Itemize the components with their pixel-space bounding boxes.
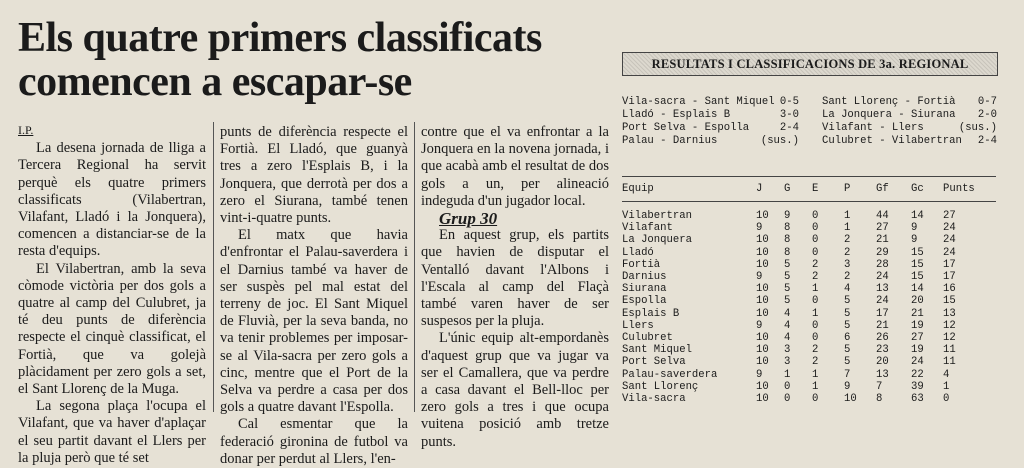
stat-cell: 1 bbox=[812, 283, 819, 296]
stat-cell: 9 bbox=[756, 368, 763, 381]
standings-row bbox=[622, 283, 996, 295]
stat-cell: 5 bbox=[784, 295, 791, 308]
standings-row bbox=[622, 295, 996, 307]
stat-cell: 10 bbox=[756, 295, 769, 308]
result-match: La Jonquera - Siurana bbox=[822, 109, 956, 121]
result-score: 2-4 bbox=[779, 122, 799, 134]
standings-row bbox=[622, 234, 996, 246]
paragraph: El matx que havia d'enfrontar el Palau-saverdera i el Darnius també va haver de ser suspès pel mal estat del terreny de joc. El Sant Miquel de Fluvià, per la seva banda, no va tenir problemes per imposar-se al Vila-sacra per zero gols a cinc, mentre que el Port de la Selva va perdre a casa per dos gols a quatre davant l'Espolla. bbox=[220, 227, 408, 416]
paragraph: Cal esmentar que la federació gironina de futbol va donar per perdut al Llers, l'en- bbox=[220, 416, 408, 467]
standings-row bbox=[622, 202, 996, 223]
result-score: (sus.) bbox=[760, 135, 799, 147]
stat-cell: 5 bbox=[784, 271, 791, 284]
paragraph: punts de diferència respecte el Fortià. El Lladó, que guanyà tres a zero l'Esplais B, i la Jonquera, que derrotà per dos a zero el Siurana, també tenen vint-i-quatre punts. bbox=[220, 124, 408, 227]
stat-cell: 3 bbox=[784, 344, 791, 357]
stat-cell: 15 bbox=[911, 258, 924, 271]
stat-cell: 14 bbox=[911, 283, 924, 296]
standings-row bbox=[622, 259, 996, 271]
team-name: Port Selva bbox=[622, 356, 686, 369]
results-left-list bbox=[622, 96, 799, 148]
team-name: Vila-sacra bbox=[622, 393, 686, 406]
stat-cell: 21 bbox=[876, 319, 889, 332]
column-divider bbox=[414, 122, 415, 412]
stat-cell: 19 bbox=[911, 344, 924, 357]
standings-row bbox=[622, 308, 996, 320]
stat-cell: 16 bbox=[943, 283, 956, 296]
stat-cell: 1 bbox=[784, 368, 791, 381]
stat-cell: 9 bbox=[911, 222, 918, 235]
stat-cell: 1 bbox=[844, 210, 851, 222]
stat-cell: 21 bbox=[876, 234, 889, 247]
result-row bbox=[822, 135, 997, 148]
stat-cell: 44 bbox=[876, 210, 889, 222]
column-header: E bbox=[812, 177, 844, 202]
team-name: Sant Miquel bbox=[622, 344, 692, 357]
result-row bbox=[822, 109, 997, 122]
stat-cell: 0 bbox=[812, 222, 819, 235]
stat-cell: 12 bbox=[943, 319, 956, 332]
column-header: Punts bbox=[943, 177, 996, 202]
team-name: Fortià bbox=[622, 258, 661, 271]
stat-cell: 9 bbox=[844, 380, 851, 393]
article-column-2 bbox=[220, 124, 408, 468]
stat-cell: 63 bbox=[911, 393, 924, 406]
stat-cell: 8 bbox=[784, 234, 791, 247]
team-name: Culubret bbox=[622, 332, 673, 345]
stat-cell: 15 bbox=[911, 271, 924, 284]
standings-row bbox=[622, 320, 996, 332]
stat-cell: 10 bbox=[756, 380, 769, 393]
result-match: Port Selva - Espolla bbox=[622, 122, 750, 134]
stat-cell: 15 bbox=[943, 295, 956, 308]
result-row bbox=[622, 96, 799, 109]
headline-line-1: Els quatre primers classificats bbox=[18, 15, 542, 61]
stat-cell: 5 bbox=[844, 356, 851, 369]
stat-cell: 17 bbox=[943, 258, 956, 271]
team-name: La Jonquera bbox=[622, 234, 692, 247]
team-name: Vilafant bbox=[622, 222, 673, 235]
result-match: Culubret - Vilabertran bbox=[822, 135, 962, 147]
column-header: G bbox=[784, 177, 812, 202]
stat-cell: 27 bbox=[943, 210, 956, 222]
standings-table bbox=[622, 176, 996, 405]
standings-row bbox=[622, 222, 996, 234]
stat-cell: 11 bbox=[943, 356, 956, 369]
result-match: Lladó - Esplais B bbox=[622, 109, 731, 121]
stat-cell: 4 bbox=[784, 319, 791, 332]
stat-cell: 10 bbox=[756, 393, 769, 406]
stat-cell: 13 bbox=[943, 307, 956, 320]
column-header: Equip bbox=[622, 177, 756, 202]
stat-cell: 12 bbox=[943, 332, 956, 345]
stat-cell: 9 bbox=[756, 271, 763, 284]
stat-cell: 9 bbox=[756, 222, 763, 235]
result-match: Sant Llorenç - Fortià bbox=[822, 96, 956, 108]
standings-row bbox=[622, 332, 996, 344]
stat-cell: 28 bbox=[876, 258, 889, 271]
stat-cell: 24 bbox=[911, 356, 924, 369]
stat-cell: 19 bbox=[911, 319, 924, 332]
standings-row bbox=[622, 271, 996, 283]
stat-cell: 2 bbox=[812, 271, 819, 284]
stat-cell: 26 bbox=[876, 332, 889, 345]
stat-cell: 1 bbox=[812, 307, 819, 320]
stat-cell: 24 bbox=[943, 222, 956, 235]
team-name: Darnius bbox=[622, 271, 667, 284]
team-name: Palau-saverdera bbox=[622, 368, 718, 381]
stat-cell: 0 bbox=[812, 234, 819, 247]
standings-row bbox=[622, 344, 996, 356]
stat-cell: 23 bbox=[876, 344, 889, 357]
results-right-list bbox=[822, 96, 997, 148]
standings-row bbox=[622, 247, 996, 259]
column-header: Gf bbox=[876, 177, 911, 202]
stat-cell: 9 bbox=[784, 210, 791, 222]
stat-cell: 24 bbox=[876, 295, 889, 308]
result-row bbox=[822, 96, 997, 109]
stat-cell: 5 bbox=[844, 295, 851, 308]
stat-cell: 1 bbox=[812, 368, 819, 381]
stat-cell: 20 bbox=[876, 356, 889, 369]
stat-cell: 5 bbox=[784, 283, 791, 296]
stat-cell: 10 bbox=[756, 332, 769, 345]
stat-cell: 24 bbox=[943, 234, 956, 247]
paragraph: La segona plaça l'ocupa el Vilafant, que va haver d'aplaçar el seu partit davant el Llers per la pluja però que té set bbox=[18, 398, 206, 466]
stat-cell: 24 bbox=[943, 246, 956, 259]
stat-cell: 17 bbox=[943, 271, 956, 284]
stat-cell: 2 bbox=[812, 344, 819, 357]
stat-cell: 3 bbox=[844, 258, 851, 271]
stat-cell: 8 bbox=[784, 222, 791, 235]
team-name: Llers bbox=[622, 319, 654, 332]
standings-row bbox=[622, 356, 996, 368]
article-column-1 bbox=[18, 122, 206, 467]
result-match: Palau - Darnius bbox=[622, 135, 718, 147]
stat-cell: 4 bbox=[943, 368, 950, 381]
byline: I.P. bbox=[18, 123, 34, 137]
team-name: Esplais B bbox=[622, 307, 680, 320]
standings-row bbox=[622, 381, 996, 393]
stat-cell: 17 bbox=[876, 307, 889, 320]
stat-cell: 10 bbox=[756, 307, 769, 320]
paragraph: La desena jornada de lliga a Tercera Regional ha servit perquè els quatre primers classificats (Vilabertran, Vilafant, Lladó i la Jonquera), comencen a distanciar-se de la resta d'equips. bbox=[18, 140, 206, 260]
result-match: Vilafant - Llers bbox=[822, 122, 924, 134]
stat-cell: 13 bbox=[876, 368, 889, 381]
article-headline bbox=[18, 16, 608, 104]
team-name: Lladó bbox=[622, 246, 654, 259]
stat-cell: 0 bbox=[784, 393, 791, 406]
stat-cell: 7 bbox=[844, 368, 851, 381]
result-score: 0-5 bbox=[779, 96, 799, 108]
stat-cell: 0 bbox=[812, 332, 819, 345]
team-name: Vilabertran bbox=[622, 210, 692, 222]
stat-cell: 2 bbox=[812, 356, 819, 369]
stat-cell: 0 bbox=[812, 246, 819, 259]
headline-line-2: comencen a escapar-se bbox=[18, 59, 412, 105]
paragraph: contre que el va enfrontar a la Jonquera en la novena jornada, i que acabà amb el resultat de dos gols a un, per alineació indeguda d'un jugador local. bbox=[421, 124, 609, 209]
stat-cell: 10 bbox=[756, 234, 769, 247]
column-header: P bbox=[844, 177, 876, 202]
stat-cell: 8 bbox=[876, 393, 883, 406]
result-row bbox=[622, 135, 799, 148]
stat-cell: 11 bbox=[943, 344, 956, 357]
stat-cell: 5 bbox=[844, 307, 851, 320]
result-score: 3-0 bbox=[779, 109, 799, 121]
stat-cell: 1 bbox=[844, 222, 851, 235]
result-score: 2-4 bbox=[977, 135, 997, 147]
stat-cell: 10 bbox=[756, 344, 769, 357]
stat-cell: 3 bbox=[784, 356, 791, 369]
standings-row bbox=[622, 369, 996, 381]
standings-row bbox=[622, 393, 996, 405]
result-match: Vila-sacra - Sant Miquel bbox=[622, 96, 775, 108]
stat-cell: 0 bbox=[812, 393, 819, 406]
result-row bbox=[622, 122, 799, 135]
stat-cell: 27 bbox=[911, 332, 924, 345]
stat-cell: 15 bbox=[911, 246, 924, 259]
stat-cell: 39 bbox=[911, 380, 924, 393]
stat-cell: 13 bbox=[876, 283, 889, 296]
stat-cell: 5 bbox=[844, 319, 851, 332]
result-score: (sus.) bbox=[958, 122, 997, 134]
stat-cell: 9 bbox=[911, 234, 918, 247]
standings-body bbox=[622, 202, 996, 406]
stat-cell: 20 bbox=[911, 295, 924, 308]
stat-cell: 5 bbox=[844, 344, 851, 357]
result-score: 2-0 bbox=[977, 109, 997, 121]
result-row bbox=[622, 109, 799, 122]
stat-cell: 2 bbox=[844, 246, 851, 259]
stat-cell: 21 bbox=[911, 307, 924, 320]
stat-cell: 0 bbox=[812, 319, 819, 332]
stat-cell: 10 bbox=[756, 356, 769, 369]
stat-cell: 4 bbox=[784, 307, 791, 320]
column-header: Gc bbox=[911, 177, 943, 202]
stat-cell: 10 bbox=[756, 258, 769, 271]
stat-cell: 2 bbox=[812, 258, 819, 271]
stat-cell: 10 bbox=[756, 246, 769, 259]
stat-cell: 1 bbox=[943, 380, 950, 393]
stat-cell: 0 bbox=[943, 393, 950, 406]
stat-cell: 0 bbox=[784, 380, 791, 393]
stat-cell: 4 bbox=[844, 283, 851, 296]
stat-cell: 10 bbox=[756, 210, 769, 222]
stat-cell: 22 bbox=[911, 368, 924, 381]
column-divider bbox=[213, 122, 214, 412]
stat-cell: 2 bbox=[844, 271, 851, 284]
stat-cell: 14 bbox=[911, 210, 924, 222]
article-column-3 bbox=[421, 124, 609, 451]
stat-cell: 7 bbox=[876, 380, 883, 393]
result-row bbox=[822, 122, 997, 135]
stat-cell: 6 bbox=[844, 332, 851, 345]
stat-cell: 10 bbox=[844, 393, 857, 406]
stat-cell: 9 bbox=[756, 319, 763, 332]
stat-cell: 2 bbox=[844, 234, 851, 247]
stat-cell: 27 bbox=[876, 222, 889, 235]
paragraph: El Vilabertran, amb la seva còmode victòria per dos gols a quatre al camp del Culubret, ja té deu punts de diferència respecte el cinquè classificat, el Fortià, que va golejà plàcidament per zero gols a set, el Sant Llorenç de la Muga. bbox=[18, 260, 206, 398]
stat-cell: 1 bbox=[812, 380, 819, 393]
stat-cell: 5 bbox=[784, 258, 791, 271]
section-subhead: Grup 30 bbox=[439, 209, 498, 229]
team-name: Sant Llorenç bbox=[622, 380, 699, 393]
stat-cell: 8 bbox=[784, 246, 791, 259]
stat-cell: 4 bbox=[784, 332, 791, 345]
result-score: 0-7 bbox=[977, 96, 997, 108]
stat-cell: 0 bbox=[812, 295, 819, 308]
paragraph: L'únic equip alt-empordanès d'aquest grup que va jugar va ser el Camallera, que va perdre a casa davant el Bell-lloc per zero gols a tres i que ocupa vuitena posició amb tretze punts. bbox=[421, 330, 609, 450]
stat-cell: 24 bbox=[876, 271, 889, 284]
stat-cell: 29 bbox=[876, 246, 889, 259]
team-name: Espolla bbox=[622, 295, 667, 308]
column-header: J bbox=[756, 177, 784, 202]
results-panel-title: RESULTATS I CLASSIFICACIONS DE 3a. REGIONAL bbox=[622, 52, 998, 76]
paragraph: En aquest grup, els partits que havien de disputar el Ventalló davant l'Albons i l'Escala al camp del Flaçà també varen haver de ser suspesos per la pluja. bbox=[421, 227, 609, 330]
stat-cell: 10 bbox=[756, 283, 769, 296]
stat-cell: 0 bbox=[812, 210, 819, 222]
team-name: Siurana bbox=[622, 283, 667, 296]
standings-header-row bbox=[622, 177, 996, 202]
